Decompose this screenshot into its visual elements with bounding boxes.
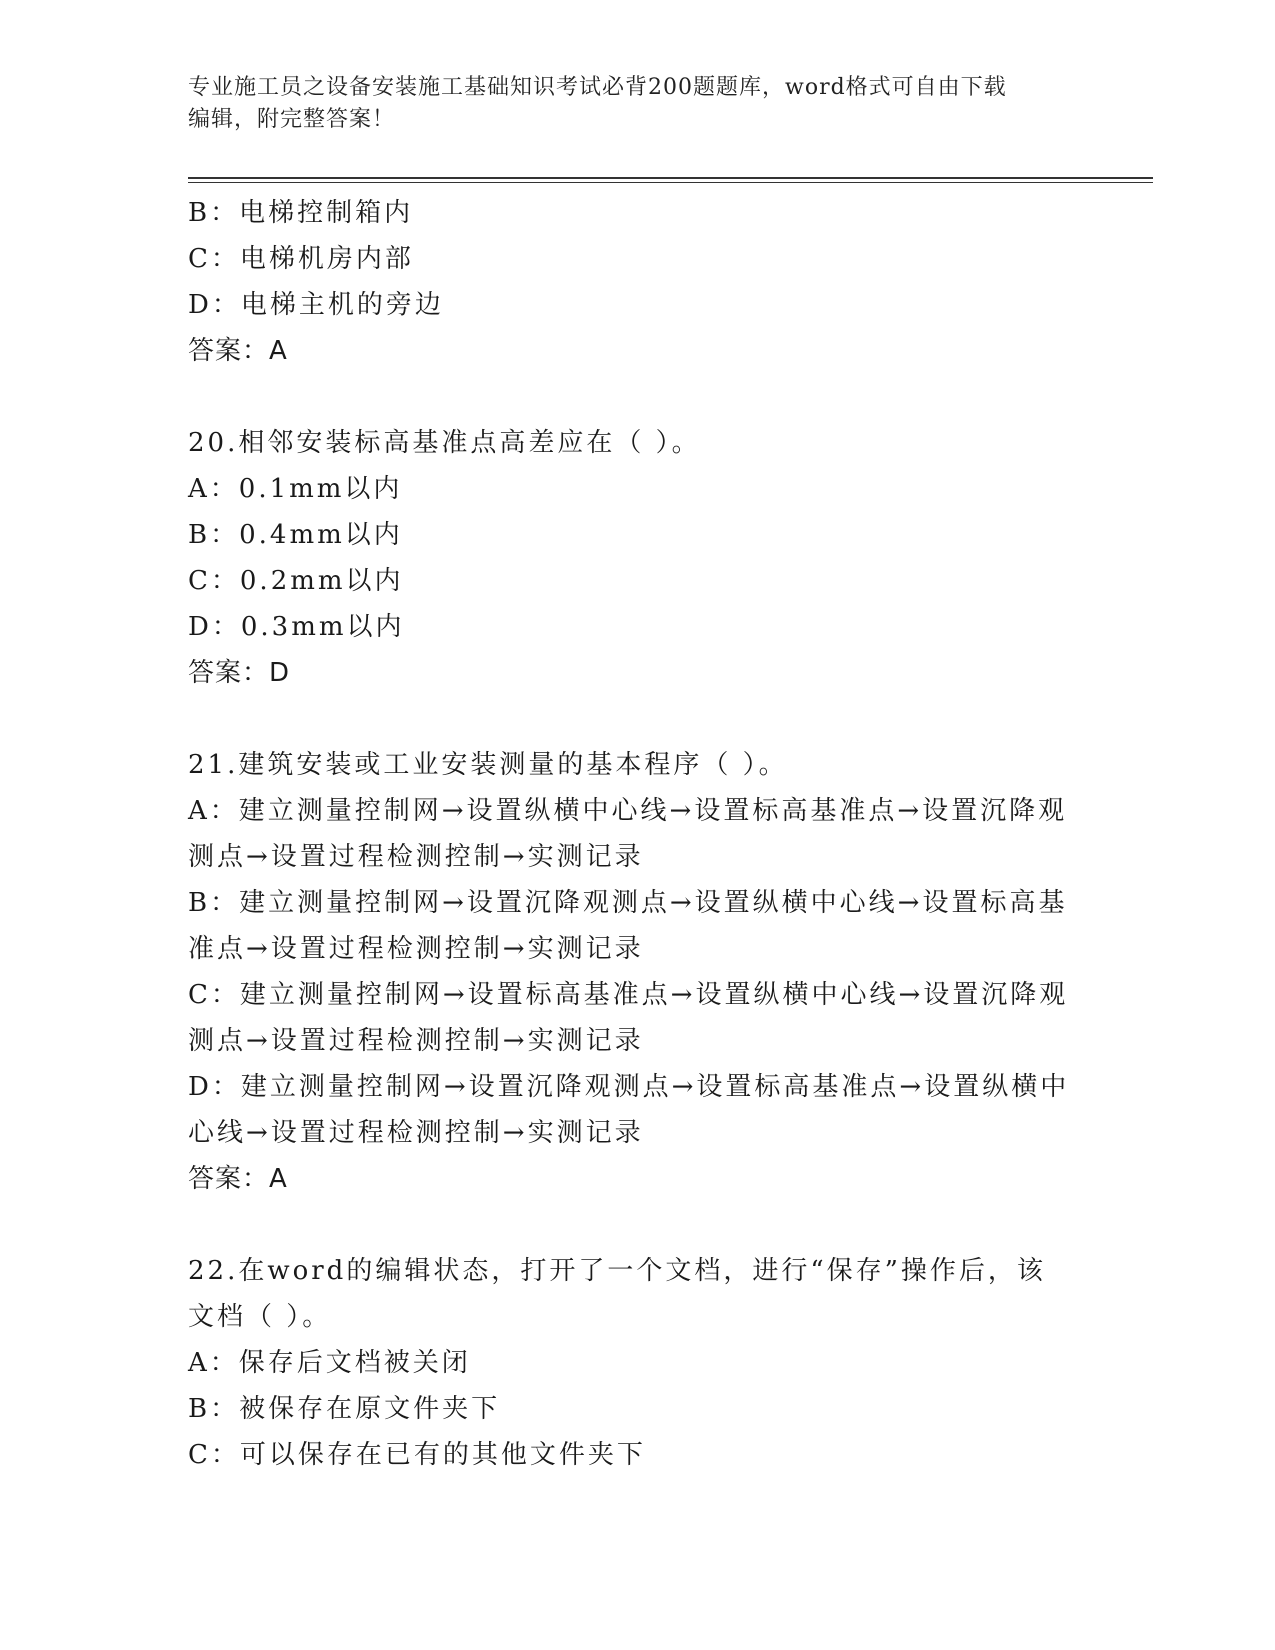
document-header (188, 72, 1068, 136)
document-body (188, 190, 1078, 1478)
option-a-line-1: A：建立测量控制网→设置纵横中心线→设置标高基准点→设置沉降观 (188, 796, 1068, 826)
option-a: A：0.1mm以内 (188, 474, 403, 504)
spacer (188, 696, 1078, 742)
option-c-line-2: 测点→设置过程检测控制→实测记录 (188, 1026, 644, 1056)
spacer (188, 1202, 1078, 1248)
option-d: D：0.3mm以内 (188, 612, 405, 642)
option-c: C：可以保存在已有的其他文件夹下 (188, 1440, 646, 1470)
option-b: B：0.4mm以内 (188, 520, 403, 550)
question-22 (188, 1248, 1078, 1478)
option-d-line-1: D：建立测量控制网→设置沉降观测点→设置标高基准点→设置纵横中 (188, 1072, 1070, 1102)
answer: 答案：D (188, 658, 291, 688)
header-rule-thin (188, 182, 1153, 183)
option-a: A：保存后文档被关闭 (188, 1348, 471, 1378)
option-b: B：被保存在原文件夹下 (188, 1394, 501, 1424)
answer: 答案：A (188, 336, 288, 366)
option-c: C：电梯机房内部 (188, 244, 414, 274)
question-text: 20.相邻安装标高基准点高差应在（ ）。 (188, 428, 701, 458)
header-line-2: 编辑，附完整答案！ (188, 107, 396, 132)
header-line-1: 专业施工员之设备安装施工基础知识考试必背200题题库，word格式可自由下载 (188, 75, 1007, 100)
option-b: B：电梯控制箱内 (188, 198, 414, 228)
question-text: 21.建筑安装或工业安装测量的基本程序（ ）。 (188, 750, 788, 780)
question-21 (188, 742, 1078, 1202)
option-b-line-2: 准点→设置过程检测控制→实测记录 (188, 934, 644, 964)
option-a-line-2: 测点→设置过程检测控制→实测记录 (188, 842, 644, 872)
option-c: C：0.2mm以内 (188, 566, 404, 596)
question-20 (188, 420, 1078, 696)
answer: 答案：A (188, 1164, 288, 1194)
option-d-line-2: 心线→设置过程检测控制→实测记录 (188, 1118, 644, 1148)
question-text-line-2: 文档（ ）。 (188, 1302, 332, 1332)
header-rule-thick (188, 177, 1153, 179)
option-c-line-1: C：建立测量控制网→设置标高基准点→设置纵横中心线→设置沉降观 (188, 980, 1069, 1010)
option-d: D：电梯主机的旁边 (188, 290, 444, 320)
question-19 (188, 190, 1078, 374)
spacer (188, 374, 1078, 420)
option-b-line-1: B：建立测量控制网→设置沉降观测点→设置纵横中心线→设置标高基 (188, 888, 1068, 918)
question-text-line-1: 22.在word的编辑状态，打开了一个文档，进行“保存”操作后，该 (188, 1256, 1046, 1286)
